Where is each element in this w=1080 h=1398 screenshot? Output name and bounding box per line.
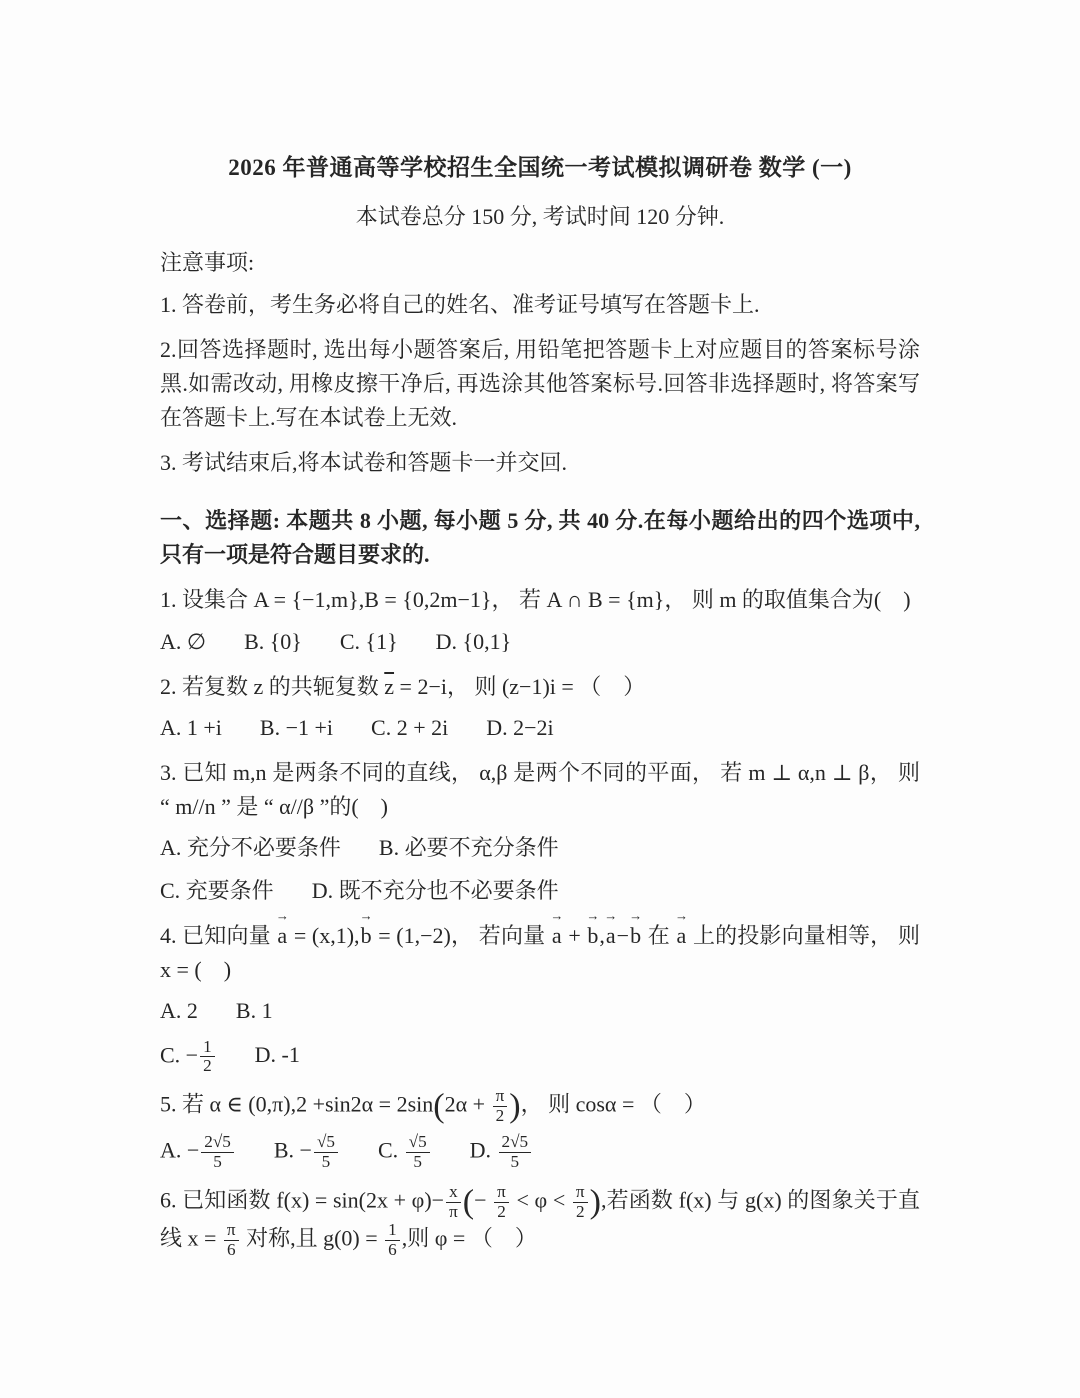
question-stem: 2. 若复数 z 的共轭复数 $\overline{z} = 2-i$， 则 (z−1)i = （ ） [160, 673, 646, 699]
big-paren-right: ) [589, 1183, 601, 1221]
option: C. 充要条件 [160, 878, 274, 904]
notice-item: 1. 答卷前，考生务必将自己的姓名、准考证号填写在答题卡上. [160, 291, 760, 317]
question-stem: 6. 已知函数 f(x) = sin(2x + φ)− $\frac{x}{\pi}$ (− $\frac{\pi}{2}$ < φ < $\frac{\pi}{2}$ ),若函数 f(x) 与 g(x) 的图象关于直线 x = $\frac{\pi}{6}$ 对称,且 g(0) = $\frac{1}{6}$ ,则 φ = （ ） [160, 1181, 920, 1260]
question-list [160, 583, 920, 1260]
conjugate-bar-symbol: $\overline{z}$ [384, 673, 395, 699]
big-paren-right: ) [509, 1087, 521, 1125]
option: C. 2 + 2i [371, 714, 449, 740]
option-row [160, 874, 920, 908]
fraction: $\frac{\pi}{2}$ [493, 1087, 508, 1126]
vector-symbol: b → [360, 919, 373, 953]
fraction: $\frac{1}{6}$ [385, 1221, 400, 1260]
option: D. $\frac{2√5}{5}$ [470, 1133, 533, 1172]
option: B. − $\frac{√5}{5}$ [274, 1133, 340, 1172]
fraction: $\frac{\pi}{6}$ [224, 1221, 239, 1260]
vector-symbol: a → [676, 919, 688, 953]
fraction: $\frac{\pi}{2}$ [494, 1183, 509, 1222]
notice-item: 2.回答选择题时, 选出每小题答案后, 用铅笔把答题卡上对应题目的答案标号涂黑.如需改动, 用橡皮擦干净后, 再选涂其他答案标号.回答非选择题时, 将答案写在答题卡上.写在本试卷上无效. [160, 336, 920, 431]
fraction: $\frac{1}{2}$ [200, 1038, 215, 1077]
vector-symbol: b → [586, 919, 599, 953]
option: D. 2−2i [486, 714, 554, 740]
vector-symbol: a → [551, 919, 563, 953]
page-title: 2026 年普通高等学校招生全国统一考试模拟调研卷 数学 (一) [228, 155, 852, 180]
option: A. 充分不必要条件 [160, 835, 341, 861]
option-row [160, 625, 920, 659]
option: C. − $\frac{1}{2}$ [160, 1038, 217, 1077]
option: B. {0} [244, 628, 302, 654]
option: D. 既不充分也不必要条件 [311, 878, 559, 904]
option-row [160, 1038, 920, 1077]
option: D. {0,1} [435, 628, 512, 654]
option-row [160, 994, 920, 1028]
option: C. {1} [339, 628, 398, 654]
fraction: $\frac{x}{\pi}$ [446, 1183, 461, 1222]
question-stem: 1. 设集合 A = {−1,m},B = {0,2m−1}， 若 A ∩ B = {m}， 则 m 的取值集合为( ) [160, 587, 911, 613]
option-row [160, 1133, 920, 1172]
option: A. 2 [160, 998, 198, 1024]
fraction: $\frac{√5}{5}$ [406, 1133, 430, 1172]
question-stem: 3. 已知 m,n 是两条不同的直线， α,β 是两个不同的平面， 若 m ⊥ α,n ⊥ β， 则 “ m//n ” 是 “ α//β ”的( ) [160, 759, 920, 819]
paper-subtitle: 本试卷总分 150 分, 考试时间 120 分钟. [355, 203, 725, 229]
question-stem: 4. 已知向量 a → = (x,1),b → = (1,−2)， 若向量 a → + b →,a →−b → 在 a → 上的投影向量相等， 则 x = ( ) [160, 919, 920, 987]
option-row [160, 711, 920, 745]
option: D. -1 [254, 1041, 300, 1067]
option-row [160, 831, 920, 865]
option: A. 1 +i [160, 714, 222, 740]
option: A. ∅ [160, 628, 207, 654]
option: B. −1 +i [259, 714, 334, 740]
notice-list [160, 288, 920, 480]
vector-symbol: a → [605, 919, 617, 953]
big-paren-left: ( [433, 1087, 445, 1125]
question-stem: 5. 若 α ∈ (0,π),2 +sin2α = 2sin(2α + $\frac{\pi}{2}$ )， 则 cosα = （ ） [160, 1086, 706, 1126]
fraction: $\frac{\pi}{2}$ [573, 1183, 588, 1222]
option: C. $\frac{√5}{5}$ [378, 1133, 432, 1172]
fraction: $\frac{2√5}{5}$ [201, 1133, 234, 1172]
option: B. 必要不充分条件 [378, 835, 559, 861]
vector-symbol: b → [629, 919, 642, 953]
fraction: $\frac{√5}{5}$ [314, 1133, 338, 1172]
option: A. − $\frac{2√5}{5}$ [160, 1133, 236, 1172]
section-heading: 一、选择题: 本题共 8 小题, 每小题 5 分, 共 40 分.在每小题给出的四个选项中, 只有一项是符合题目要求的. [160, 508, 920, 568]
option: B. 1 [235, 998, 273, 1024]
big-paren-left: ( [462, 1183, 475, 1221]
notice-heading: 注意事项: [160, 249, 255, 275]
notice-item: 3. 考试结束后,将本试卷和答题卡一并交回. [160, 450, 568, 476]
fraction: $\frac{2√5}{5}$ [499, 1133, 532, 1172]
vector-symbol: a → [276, 919, 288, 953]
